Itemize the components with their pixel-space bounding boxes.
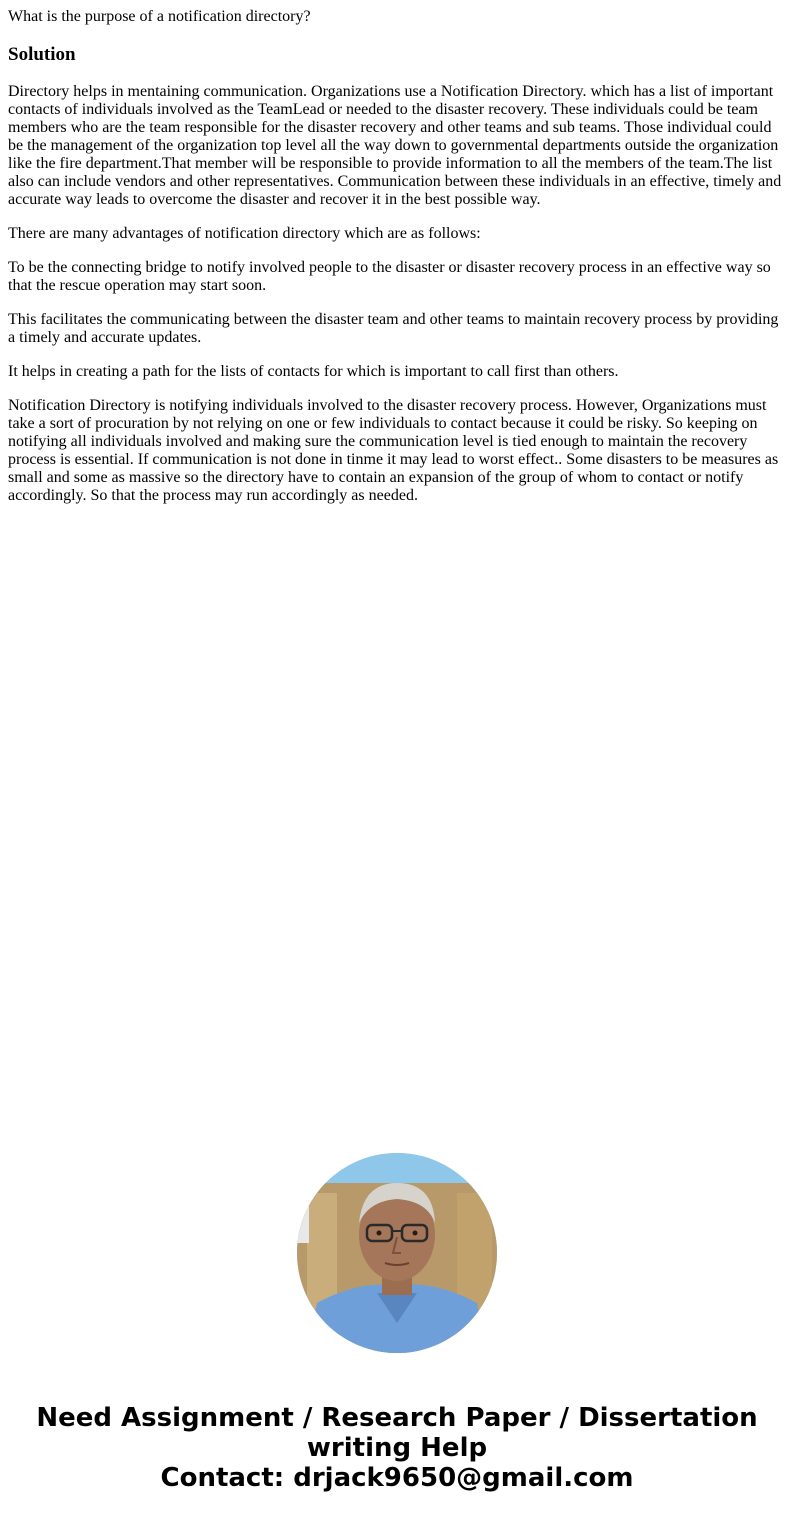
document-body [8,8,784,521]
contact-call-to-action [0,1403,794,1493]
solution-paragraph: Notification Directory is notifying individuals involved to the disaster recovery process. However, Organizations must take a sort of procuration by not relying on one or few individuals to contact because it could be risky. So keeping on notifying all individuals involved and making sure the communication level is tied enough to maintain the recovery process is essential. If communication is not done in tinme it may lead to worst effect.. Some disasters to be measures as small and some as massive so the directory have to contain an expansion of the group of whom to contact or notify accordingly. So that the process may run accordingly as needed. [8,397,779,504]
author-avatar [297,1153,497,1353]
solution-paragraph: This facilitates the communicating between the disaster team and other teams to maintain recovery process by providing a timely and accurate updates. [8,311,779,346]
solution-paragraph: It helps in creating a path for the lists of contacts for which is important to call first than others. [8,363,619,380]
author-portrait-image [297,1153,497,1353]
cta-line-2: writing Help [306,1433,488,1463]
cta-line-1: Need Assignment / Research Paper / Dissertation [36,1403,758,1433]
solution-paragraph: To be the connecting bridge to notify involved people to the disaster or disaster recovery process in an effective way so that the rescue operation may start soon. [8,259,771,294]
solution-heading: Solution [8,44,76,65]
question-text: What is the purpose of a notification directory? [8,8,311,25]
cta-contact-line: Contact: drjack9650@gmail.com [160,1463,634,1493]
solution-paragraph: There are many advantages of notification directory which are as follows: [8,225,481,242]
solution-paragraph: Directory helps in mentaining communication. Organizations use a Notification Directory. which has a list of important contacts of individuals involved as the TeamLead or needed to the disaster recovery. These individuals could be team members who are the team responsible for the disaster recovery and other teams and sub teams. Those individual could be the management of the organization top level all the way down to governmental departments outside the organization like the fire department.That member will be responsible to provide information to all the members of the team.The list also can include vendors and other representatives. Communication between these individuals in an effective, timely and accurate way leads to overcome the disaster and recover it in the best possible way. [8,83,782,208]
